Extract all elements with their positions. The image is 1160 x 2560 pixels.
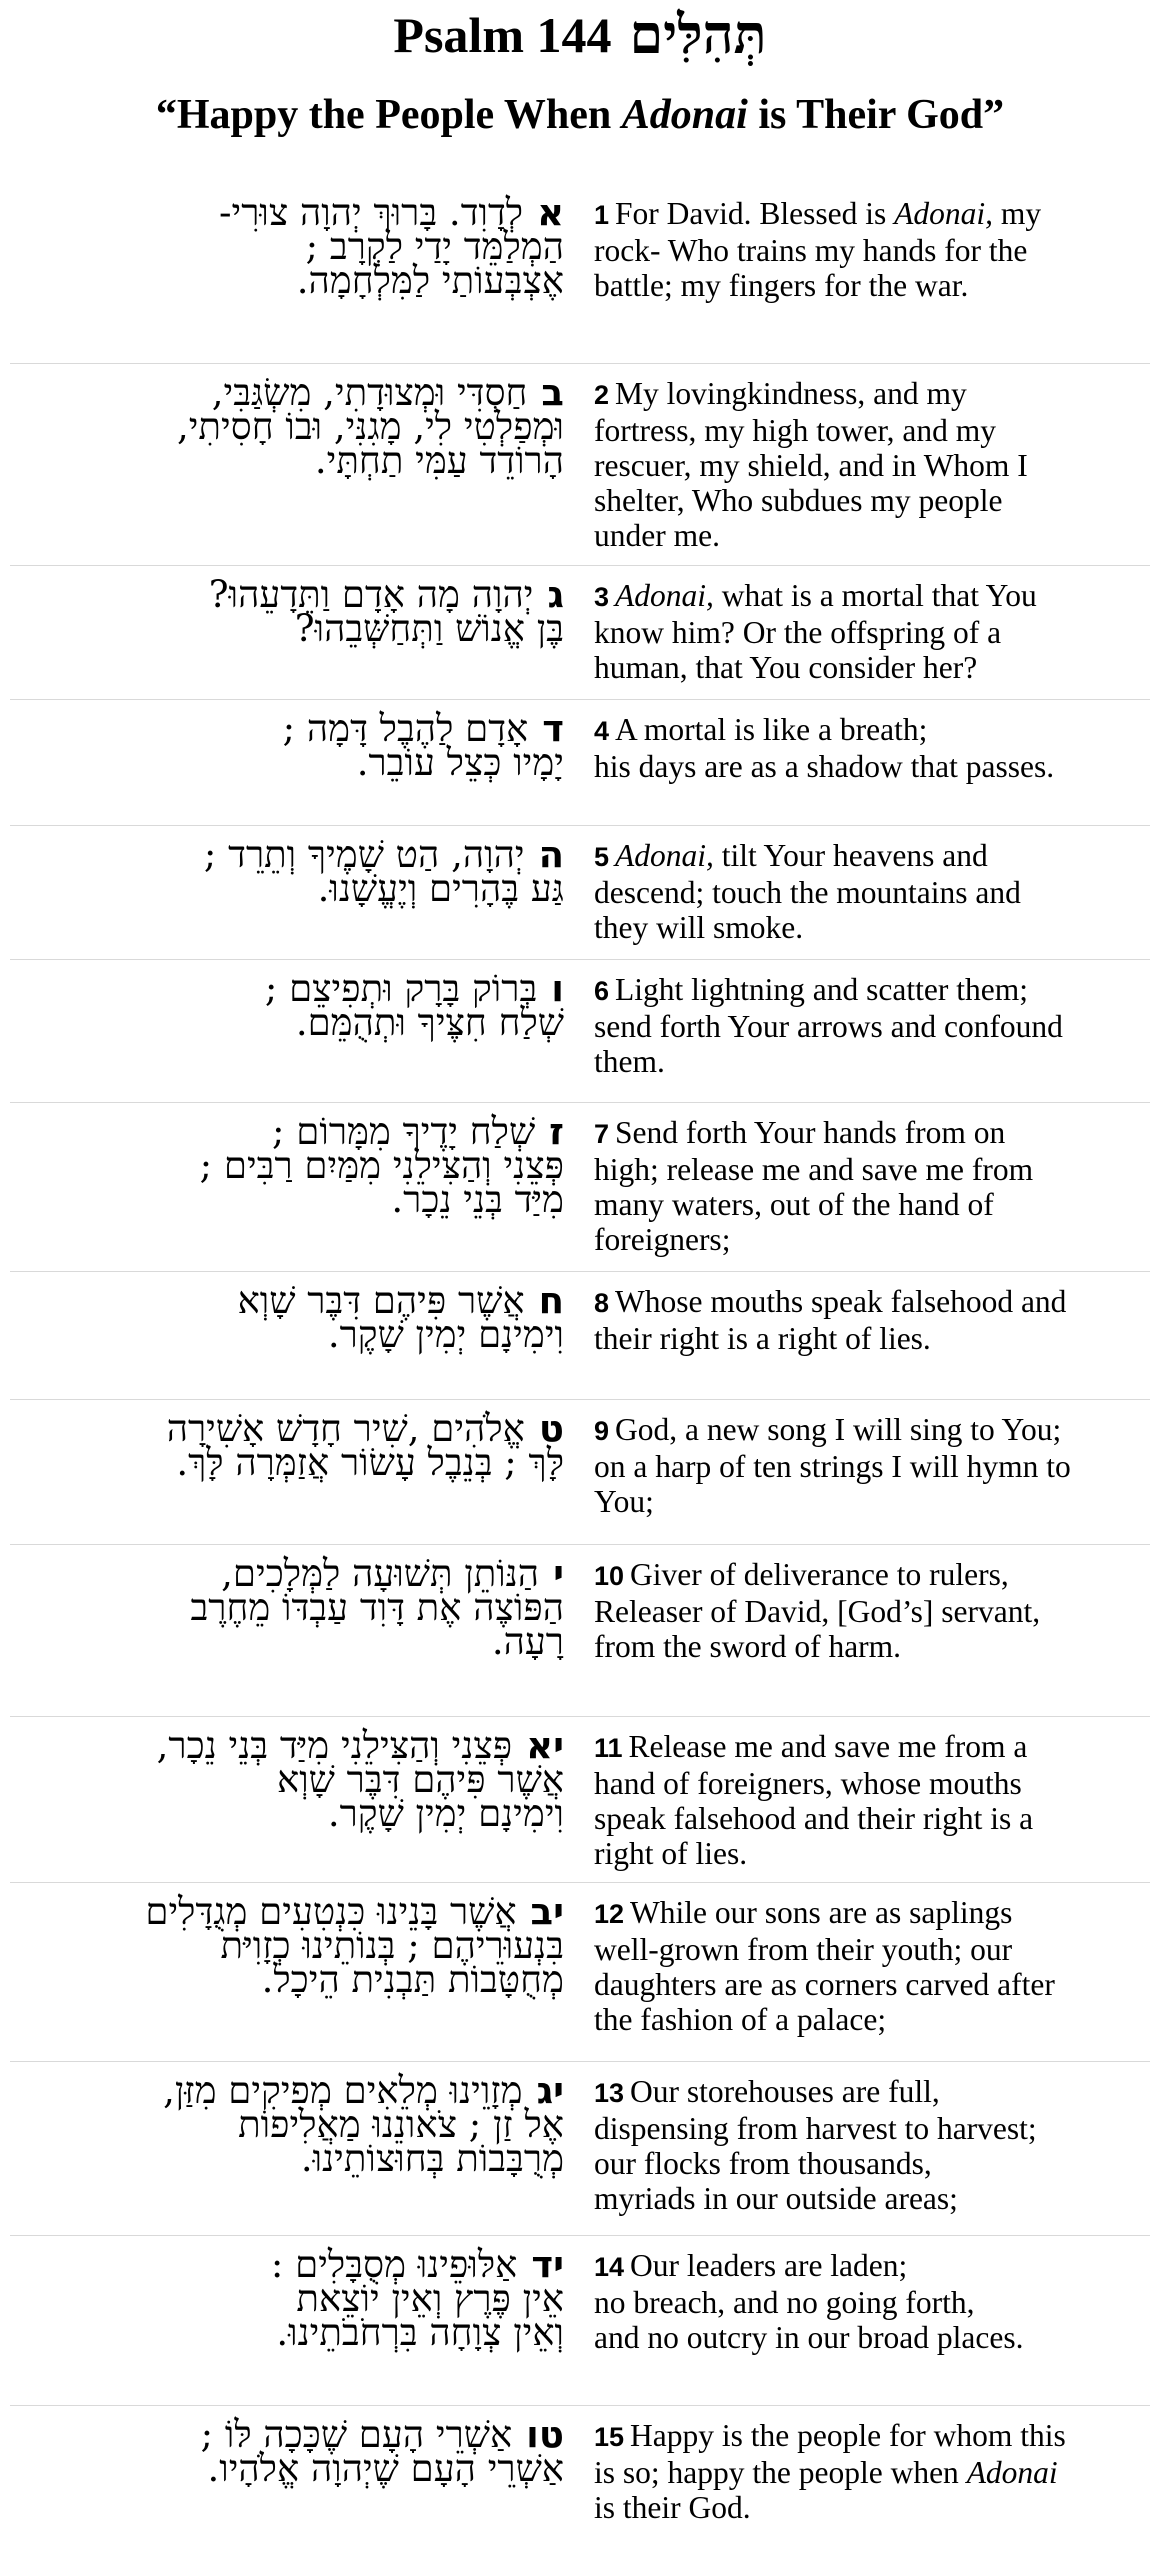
english-line	[594, 2111, 1150, 2146]
english-line-text: many waters, out of the hand of	[594, 1187, 994, 1222]
hebrew-line-text: הַפּוֹצֶה אֶת דָּוִד עַבְדּוֹ מֵחֶרֶב	[190, 1586, 564, 1629]
hebrew-verse-number: ט	[538, 1407, 564, 1450]
english-verse-number: 8	[594, 1288, 610, 1318]
english-line	[594, 233, 1150, 268]
hebrew-line-text: אֶצְבְּעוֹתַי לַמִּלְחָמָה.	[296, 259, 564, 302]
hebrew-verse-number: ו	[551, 967, 564, 1010]
hebrew-text	[18, 2069, 564, 2180]
hebrew-verse-number: יד	[531, 2243, 564, 2286]
hebrew-line-text: מִיַּד בְּנֵי נֵכָר.	[391, 1178, 564, 1221]
english-verse-number: 12	[594, 1899, 625, 1929]
english-text	[594, 1557, 1150, 1664]
english-line	[594, 1222, 1150, 1257]
hebrew-verse-number: י	[553, 1552, 564, 1595]
hebrew-verse-number: א	[537, 191, 564, 234]
english-line	[594, 1449, 1150, 1484]
hebrew-line-text: אַשְׁרֵי הָעָם שֶׁיְהוָה אֱלֹהָיו.	[207, 2447, 564, 2490]
hebrew-line-text: אֵין פֶּרֶץ וְאֵין יוֹצֵאת	[296, 2277, 564, 2320]
hebrew-verse-number: יא	[526, 1724, 564, 1767]
english-line	[594, 712, 1150, 749]
hebrew-line-text: פְּצֵנִי וְהַצִּילֵנִי מִמַּיִם רַבִּים ;	[199, 1144, 564, 1187]
hebrew-line	[18, 867, 564, 910]
hebrew-line-text: אֲשֶׁר פִּיהֶם דִּבֶּר שָׁוְא	[237, 1279, 525, 1322]
hebrew-verse-number: ח	[538, 1279, 564, 1322]
english-line	[594, 2248, 1150, 2285]
verse-divider	[10, 2405, 1150, 2406]
english-line-text: is so; happy the people when	[594, 2455, 967, 2490]
english-line-text: them.	[594, 1044, 665, 1079]
verse-divider	[10, 699, 1150, 700]
english-italic-name: Adonai,	[894, 196, 994, 231]
hebrew-line-text: יָמָיו כְּצֵל עוֹבֵר.	[356, 741, 564, 784]
english-line-text: Giver of deliverance to rulers,	[630, 1557, 1009, 1592]
title-english: Psalm 144	[393, 7, 612, 63]
english-verse-number: 1	[594, 200, 610, 230]
english-line-text: Releaser of David, [God’s] servant,	[594, 1594, 1041, 1629]
subtitle-post: is Their God”	[747, 92, 1005, 138]
english-line	[594, 1115, 1150, 1152]
english-line	[594, 1321, 1150, 1356]
hebrew-line	[18, 1620, 564, 1663]
hebrew-line	[18, 1001, 564, 1044]
english-line-text: foreigners;	[594, 1222, 731, 1257]
english-text	[594, 376, 1150, 553]
hebrew-line-text: יְהוָה, הַט שָׁמֶיךָ וְתֵרֵד ;	[203, 833, 525, 876]
hebrew-text	[18, 191, 564, 302]
english-line-text: My lovingkindness, and my	[615, 376, 967, 411]
hebrew-verse-number: יב	[530, 1890, 564, 1933]
hebrew-line-text: וִימִינָם יְמִין שָׁקֶר.	[327, 1313, 564, 1356]
hebrew-line-text: פְּצֵנִי וְהַצִּילֵנִי מִיַּד בְּנֵי נֵכָר,	[156, 1724, 513, 1767]
english-line-text: For David. Blessed is	[615, 196, 895, 231]
english-line	[594, 2418, 1150, 2455]
english-line	[594, 2146, 1150, 2181]
hebrew-line-text: בְּרוֹק בָּרָק וּתְפִיצֵם ;	[264, 967, 538, 1010]
hebrew-verse-number: טו	[526, 2413, 564, 2456]
english-line-text: A mortal is like a breath;	[615, 712, 928, 747]
english-line	[594, 483, 1150, 518]
hebrew-line-text: לָּךְ ; בְּנֵבֶל עָשׂוֹר אֲזַמְּרָה לָּךְ.	[176, 1441, 564, 1484]
english-line-text: and no outcry in our broad places.	[594, 2320, 1024, 2355]
hebrew-text	[18, 1552, 564, 1663]
verse-divider	[10, 363, 1150, 364]
english-line	[594, 615, 1150, 650]
english-line	[594, 518, 1150, 553]
hebrew-line-text: מְזָוֵינוּ מְלֵאִים מְפִיקִים מִזַּן,	[163, 2069, 523, 2112]
english-italic-name: Adonai,	[615, 838, 714, 873]
english-line-text: daughters are as corners carved after	[594, 1967, 1055, 2002]
hebrew-text	[18, 1110, 564, 1221]
english-line	[594, 376, 1150, 413]
hebrew-line	[18, 1792, 564, 1835]
english-line	[594, 749, 1150, 784]
hebrew-line-text: מְחֻטָּבוֹת תַּבְנִית הֵיכָל.	[261, 1958, 564, 2001]
english-line-text: fortress, my high tower, and my	[594, 413, 997, 448]
english-line	[594, 1484, 1150, 1519]
verse-divider	[10, 2235, 1150, 2236]
english-line-text: tilt Your heavens and	[713, 838, 988, 873]
hebrew-line-text: בֶּן אֱנוֹשׁ וַתְּחַשְּׁבֵהוּ?	[294, 607, 564, 650]
english-line-text: high; release me and save me from	[594, 1152, 1034, 1187]
hebrew-verse-number: ג	[547, 573, 564, 616]
english-text	[594, 578, 1150, 685]
hebrew-line-text: גַּע בֶּהָרִים וְיֶעֱשָׁנוּ.	[317, 867, 564, 910]
hebrew-text	[18, 2413, 564, 2490]
english-line	[594, 875, 1150, 910]
hebrew-line-text: הַמְלַמֵּד יָדַי לַקְרָב ;	[305, 225, 564, 268]
english-line-text: the fashion of a palace;	[594, 2002, 887, 2037]
english-line-text: his days are as a shadow that passes.	[594, 749, 1055, 784]
english-text	[594, 2074, 1150, 2216]
english-line-text: what is a mortal that You	[713, 578, 1037, 613]
verse-divider	[10, 1882, 1150, 1883]
english-line	[594, 1629, 1150, 1664]
hebrew-verse-number: ז	[549, 1110, 564, 1153]
english-verse-number: 11	[594, 1733, 623, 1763]
english-line-text: Release me and save me from a	[628, 1729, 1028, 1764]
hebrew-verse-number: ד	[542, 707, 564, 750]
hebrew-verse-number: ה	[538, 833, 564, 876]
verse-divider	[10, 2061, 1150, 2062]
english-line	[594, 1284, 1150, 1321]
hebrew-line-text: אַשְׁרֵי הָעָם שֶׁכָּכָה לּוֹ ;	[200, 2413, 513, 2456]
english-line-text: Send forth Your hands from on	[615, 1115, 1006, 1150]
verse-divider	[10, 1716, 1150, 1717]
english-line-text: dispensing from harvest to harvest;	[594, 2111, 1037, 2146]
english-line	[594, 1967, 1150, 2002]
english-line-text: their right is a right of lies.	[594, 1321, 931, 1356]
english-text	[594, 1412, 1150, 1519]
english-italic-name: Adonai,	[615, 578, 714, 613]
english-line	[594, 1895, 1150, 1932]
english-text	[594, 2418, 1150, 2525]
english-verse-number: 13	[594, 2078, 625, 2108]
english-line-text: You;	[594, 1484, 654, 1519]
english-verse-number: 5	[594, 842, 610, 872]
english-line	[594, 1044, 1150, 1079]
english-line-text: battle; my fingers for the war.	[594, 268, 969, 303]
hebrew-line	[18, 1441, 564, 1484]
hebrew-line-text: אֲשֶׁר בָּנֵינוּ כִּנְטִעִים מְגֻדָּלִים	[145, 1890, 517, 1933]
english-italic-name: Adonai	[966, 2455, 1058, 2490]
english-line-text: send forth Your arrows and confound	[594, 1009, 1063, 1044]
verse-divider	[10, 1544, 1150, 1545]
hebrew-text	[18, 1407, 564, 1484]
english-verse-number: 7	[594, 1119, 610, 1149]
english-line-text: Our leaders are laden;	[630, 2248, 908, 2283]
english-line	[594, 1729, 1150, 1766]
english-line-text: is their God.	[594, 2490, 751, 2525]
english-line	[594, 1187, 1150, 1222]
hebrew-line	[18, 2447, 564, 2490]
english-line	[594, 2002, 1150, 2037]
page-title	[0, 0, 1160, 70]
hebrew-text	[18, 1890, 564, 2001]
english-line-text: rock- Who trains my hands for the	[594, 233, 1028, 268]
english-text	[594, 196, 1150, 303]
hebrew-line-text: אֱלֹהִים ,שִׁיר חָדָשׁ אָשִׁירָה	[166, 1407, 525, 1450]
page-subtitle	[0, 92, 1160, 138]
hebrew-line-text: מְרֻבָּבוֹת בְּחוּצוֹתֵינוּ.	[300, 2137, 564, 2180]
english-line	[594, 1836, 1150, 1871]
english-line	[594, 2074, 1150, 2111]
title-hebrew: תְּהִלִּים	[629, 5, 767, 65]
hebrew-text	[18, 1279, 564, 1356]
subtitle-italic: Adonai	[621, 92, 748, 138]
english-line	[594, 838, 1150, 875]
hebrew-line-text: אַלּוּפֵינוּ מְסֻבָּלִים :	[270, 2243, 518, 2286]
hebrew-line	[18, 259, 564, 302]
hebrew-text	[18, 2243, 564, 2354]
hebrew-line-text: אֲשֶׁר פִּיהֶם דִּבֶּר שָׁוְא	[277, 1758, 564, 1801]
english-line-text: Light lightning and scatter them;	[615, 972, 1028, 1007]
english-line	[594, 578, 1150, 615]
hebrew-line-text: הַנּוֹתֵן תְּשׁוּעָה לַמְּלָכִים,	[221, 1552, 540, 1595]
hebrew-text	[18, 833, 564, 910]
english-verse-number: 6	[594, 976, 610, 1006]
english-line	[594, 650, 1150, 685]
hebrew-line-text: וְאֵין צְוָחָה בִּרְחֹבֹתֵינוּ.	[276, 2311, 564, 2354]
english-line-text: under me.	[594, 518, 720, 553]
subtitle-pre: “Happy the People When	[155, 92, 622, 138]
english-verse-number: 10	[594, 1561, 625, 1591]
hebrew-line-text: אֶל זַן ; צֹאונֵנוּ מַאֲלִיפוֹת	[238, 2103, 564, 2146]
hebrew-text	[18, 707, 564, 784]
english-text	[594, 1895, 1150, 2037]
english-line	[594, 910, 1150, 945]
hebrew-line	[18, 607, 564, 650]
hebrew-line-text: שְׁלַח חִצֶּיךָ וּתְהֻמֵּם.	[295, 1001, 564, 1044]
english-line-text: they will smoke.	[594, 910, 804, 945]
english-line-text: on a harp of ten strings I will hymn to	[594, 1449, 1071, 1484]
english-verse-number: 9	[594, 1416, 610, 1446]
english-line	[594, 448, 1150, 483]
english-line-text: well-grown from their youth; our	[594, 1932, 1013, 1967]
english-line	[594, 2455, 1150, 2490]
english-line	[594, 1594, 1150, 1629]
english-verse-number: 2	[594, 380, 610, 410]
english-line	[594, 1766, 1150, 1801]
hebrew-line	[18, 439, 564, 482]
english-text	[594, 2248, 1150, 2355]
english-line	[594, 413, 1150, 448]
english-line-text: speak falsehood and their right is a	[594, 1801, 1034, 1836]
english-line-text: rescuer, my shield, and in Whom I	[594, 448, 1028, 483]
english-line-text: from the sword of harm.	[594, 1629, 902, 1664]
english-line-text: myriads in our outside areas;	[594, 2181, 958, 2216]
hebrew-line	[18, 2311, 564, 2354]
hebrew-line-text: הָרוֹדֵד עַמִּי תַחְתָּי.	[314, 439, 564, 482]
english-line-text: God, a new song I will sing to You;	[615, 1412, 1062, 1447]
english-line-text: human, that You consider her?	[594, 650, 978, 685]
verse-divider	[10, 565, 1150, 566]
hebrew-line	[18, 1958, 564, 2001]
hebrew-line-text: וִימִינָם יְמִין שָׁקֶר.	[327, 1792, 564, 1835]
hebrew-line	[18, 741, 564, 784]
english-line	[594, 1932, 1150, 1967]
english-text	[594, 972, 1150, 1079]
hebrew-line-text: שְׁלַח יָדֶיךָ מִמָּרוֹם ;	[272, 1110, 536, 1153]
verse-divider	[10, 1271, 1150, 1272]
english-text	[594, 1284, 1150, 1356]
english-text	[594, 838, 1150, 945]
english-line-text: my	[993, 196, 1042, 231]
hebrew-line	[18, 1586, 564, 1629]
hebrew-text	[18, 371, 564, 482]
hebrew-line	[18, 2137, 564, 2180]
english-line	[594, 1009, 1150, 1044]
hebrew-text	[18, 573, 564, 650]
english-line	[594, 2490, 1150, 2525]
hebrew-line	[18, 1313, 564, 1356]
english-line	[594, 196, 1150, 233]
english-line-text: no breach, and no going forth,	[594, 2285, 975, 2320]
english-line-text: Happy is the people for whom this	[630, 2418, 1066, 2453]
english-line-text: Our storehouses are full,	[630, 2074, 940, 2109]
english-line	[594, 972, 1150, 1009]
english-line-text: know him? Or the offspring of a	[594, 615, 1002, 650]
hebrew-line-text: חַסְדִּי וּמְצוּדָתִי, מִשְׂגַּבִּי,	[211, 371, 528, 414]
hebrew-line	[18, 1178, 564, 1221]
english-verse-number: 15	[594, 2422, 625, 2452]
english-text	[594, 1115, 1150, 1257]
english-line	[594, 268, 1150, 303]
english-verse-number: 14	[594, 2252, 625, 2282]
hebrew-verse-number: ב	[541, 371, 564, 414]
english-line-text: While our sons are as saplings	[630, 1895, 1013, 1930]
english-text	[594, 1729, 1150, 1871]
hebrew-line-text: וּמְפַלְטִי לִי, מָגִנִּי, וּבוֹ חָסִיתִי,	[176, 405, 564, 448]
hebrew-text	[18, 1724, 564, 1835]
hebrew-verse-number: יג	[536, 2069, 564, 2112]
hebrew-line-text: אָדָם לַהֶבֶל דָּמָה ;	[282, 707, 529, 750]
english-line	[594, 2285, 1150, 2320]
english-text	[594, 712, 1150, 784]
english-line-text: Whose mouths speak falsehood and	[615, 1284, 1067, 1319]
english-verse-number: 3	[594, 582, 610, 612]
verse-divider	[10, 959, 1150, 960]
hebrew-line-text: רָעָה.	[491, 1620, 564, 1663]
hebrew-line-text: בִּנְעוּרֵיהֶם ; בְּנוֹתֵינוּ כְזָוִיּת	[220, 1924, 564, 1967]
english-line-text: shelter, Who subdues my people	[594, 483, 1003, 518]
english-line-text: our flocks from thousands,	[594, 2146, 932, 2181]
english-line	[594, 1412, 1150, 1449]
english-line	[594, 1557, 1150, 1594]
hebrew-line-text: לְדָוִד. בָּרוּךְ יְהוָה צוּרִי-	[219, 191, 524, 234]
hebrew-text	[18, 967, 564, 1044]
english-line	[594, 1152, 1150, 1187]
english-line-text: right of lies.	[594, 1836, 748, 1871]
verse-divider	[10, 1102, 1150, 1103]
hebrew-line-text: יְהוָה מָה אָדָם וַתֵּדָעֵהוּ?	[208, 573, 534, 616]
verse-divider	[10, 1399, 1150, 1400]
english-line	[594, 1801, 1150, 1836]
english-line	[594, 2320, 1150, 2355]
english-verse-number: 4	[594, 716, 610, 746]
english-line-text: hand of foreigners, whose mouths	[594, 1766, 1022, 1801]
verse-divider	[10, 825, 1150, 826]
english-line-text: descend; touch the mountains and	[594, 875, 1021, 910]
english-line	[594, 2181, 1150, 2216]
